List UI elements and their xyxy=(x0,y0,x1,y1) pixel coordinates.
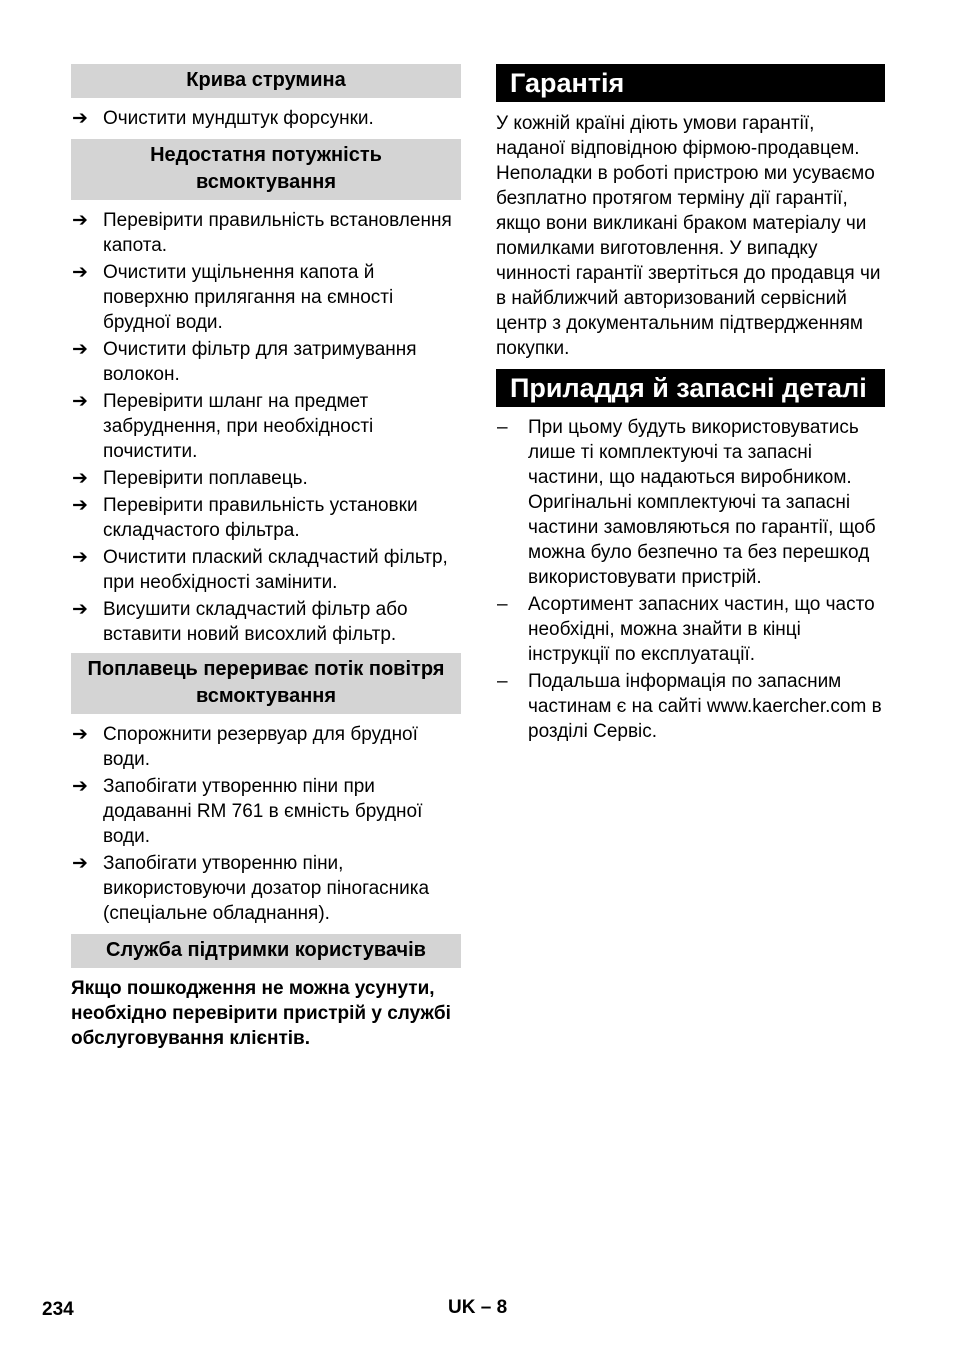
step-item: ➔ Перевірити правильність встановлення капота. xyxy=(72,209,452,256)
section-heading-customer-service: Служба підтримки користувачів xyxy=(71,934,461,968)
arrow-right-icon: ➔ xyxy=(72,723,88,745)
arrow-right-icon: ➔ xyxy=(72,107,88,129)
arrow-right-icon: ➔ xyxy=(72,261,88,283)
steps-float xyxy=(71,722,461,926)
page-number: 234 xyxy=(42,1299,74,1320)
list-item: – Асортимент запасних частин, що часто необхідні, можна знайти в кінці інструкції по експлуатації. xyxy=(497,594,875,665)
dash-bullet: – xyxy=(497,594,508,615)
arrow-right-icon: ➔ xyxy=(72,338,88,360)
right-column xyxy=(496,64,885,746)
arrow-right-icon: ➔ xyxy=(72,390,88,412)
step-item: ➔ Перевірити шланг на предмет забруднення, при необхідності почистити. xyxy=(72,390,374,462)
step-item: ➔ Очистити мундштук форсунки. xyxy=(72,107,374,129)
left-column xyxy=(71,64,461,1051)
arrow-right-icon: ➔ xyxy=(72,467,88,489)
accessories-list xyxy=(496,415,885,744)
list-item: – Подальша інформація по запасним частинам є на сайті www.kaercher.com в розділі Сервіс. xyxy=(497,671,882,742)
arrow-right-icon: ➔ xyxy=(72,209,88,231)
section-heading-accessories: Приладдя й запасні деталі xyxy=(496,369,885,407)
list-item: – При цьому будуть використовуватись лише ті комплектуючі та запасні частини, що надаються виробником. Оригінальні комплектуючі та запасні частини замовляються по гарантії, щоб можна було безпечно та без перешкод використовувати пристрій. xyxy=(497,417,876,588)
arrow-right-icon: ➔ xyxy=(72,494,88,516)
step-item: ➔ Спорожнити резервуар для брудної води. xyxy=(72,723,418,770)
section-heading-suction-power: Недостатня потужність всмоктування xyxy=(71,139,461,200)
step-item: ➔ Очистити ущільнення капота й поверхню прилягання на ємності брудної води. xyxy=(72,261,394,333)
step-item: ➔ Очистити плаский складчастий фільтр, при необхідності замінити. xyxy=(72,546,448,593)
dash-bullet: – xyxy=(497,671,508,692)
step-item: ➔ Очистити фільтр для затримування волокон. xyxy=(72,338,417,385)
page-language-label: UK – 8 xyxy=(448,1297,508,1318)
dash-bullet: – xyxy=(497,417,508,438)
arrow-right-icon: ➔ xyxy=(72,598,88,620)
section-heading-warranty: Гарантія xyxy=(496,64,885,102)
section-heading-float: Поплавець перериває потік повітря всмоктування xyxy=(71,653,461,714)
step-item: ➔ Висушити складчастий фільтр або вставити новий висохлий фільтр. xyxy=(72,598,408,645)
arrow-right-icon: ➔ xyxy=(72,546,88,568)
step-item: ➔ Запобігати утворенню піни при додаванні RM 761 в ємність брудної води. xyxy=(72,775,423,847)
step-item: ➔ Перевірити поплавець. xyxy=(72,467,308,489)
steps-suction-power xyxy=(71,208,461,647)
section-heading-curved-jet: Крива струмина xyxy=(71,64,461,98)
arrow-right-icon: ➔ xyxy=(72,852,88,874)
customer-service-note: Якщо пошкодження не можна усунути, необхідно перевірити пристрій у службі обслуговування клієнтів. xyxy=(71,978,451,1049)
step-item: ➔ Запобігати утворенню піни, використовуючи дозатор піногасника (спеціальне обладнання). xyxy=(72,852,430,924)
warranty-text: У кожній країні діють умови гарантії, наданої відповідною фірмою-продавцем. Неполадки в роботі пристрою ми усуваємо безплатно протягом терміну дії гарантії, якщо вони викликані браком матеріалу чи помилками виготовлення. У випадку чинності гарантії звертіться до продавця чи в найближчий авторизований сервісний центр з документальним підтвердженням покупки. xyxy=(496,113,881,359)
step-item: ➔ Перевірити правильність установки складчастого фільтра. xyxy=(72,494,418,541)
arrow-right-icon: ➔ xyxy=(72,775,88,797)
steps-curved-jet xyxy=(71,106,461,131)
